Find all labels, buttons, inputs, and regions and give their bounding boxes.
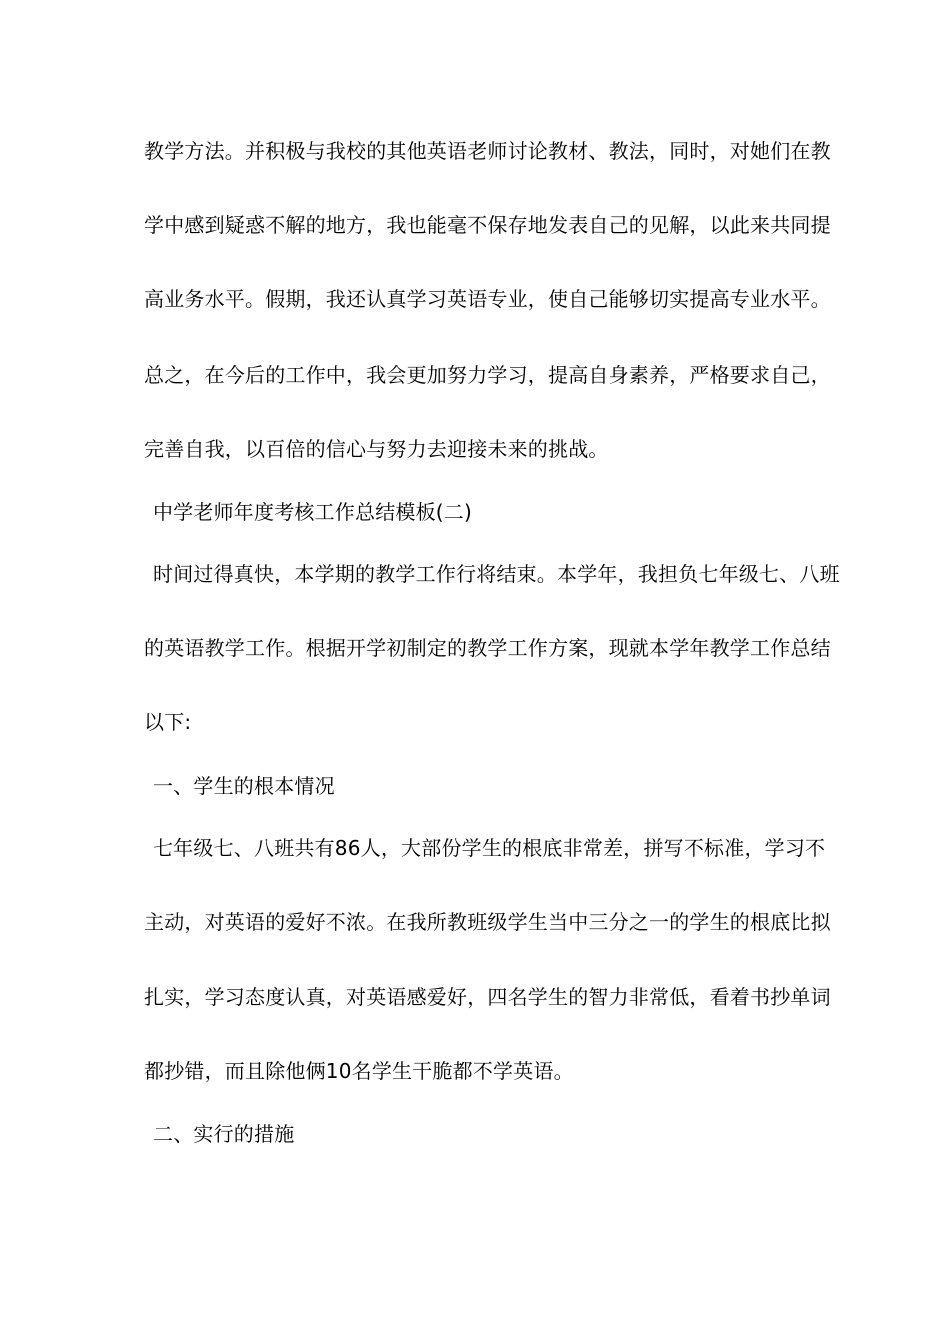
paragraph-line: 学中感到疑惑不解的地方，我也能毫不保存地发表自己的见解，以此来共同提 xyxy=(144,213,831,237)
section-heading: 一、学生的根本情况 xyxy=(153,774,335,798)
paragraph-line: 扎实，学习态度认真，对英语感爱好，四名学生的智力非常低，看着书抄单词 xyxy=(144,985,831,1009)
section-title: 中学老师年度考核工作总结模板(二) xyxy=(153,500,473,524)
paragraph-line: 都抄错，而且除他俩10名学生干脆都不学英语。 xyxy=(144,1059,574,1083)
paragraph-line: 高业务水平。假期，我还认真学习英语专业，使自己能够切实提高专业水平。 xyxy=(144,287,831,311)
paragraph-line: 总之，在今后的工作中，我会更加努力学习，提高自身素养，严格要求自己， xyxy=(144,363,831,387)
paragraph-line: 教学方法。并积极与我校的其他英语老师讨论教材、教法，同时，对她们在教 xyxy=(144,139,831,163)
paragraph-line: 七年级七、八班共有86人，大部份学生的根底非常差，拼写不标准，学习不 xyxy=(153,836,826,860)
paragraph-line: 时间过得真快，本学期的教学工作行将结束。本学年，我担负七年级七、八班 xyxy=(153,562,840,586)
paragraph-line: 以下: xyxy=(144,710,192,734)
section-heading: 二、实行的措施 xyxy=(153,1122,295,1146)
paragraph-line: 主动，对英语的爱好不浓。在我所教班级学生当中三分之一的学生的根底比拟 xyxy=(144,910,831,934)
paragraph-line: 完善自我，以百倍的信心与努力去迎接未来的挑战。 xyxy=(144,437,609,461)
paragraph-line: 的英语教学工作。根据开学初制定的教学工作方案，现就本学年教学工作总结 xyxy=(144,636,831,660)
